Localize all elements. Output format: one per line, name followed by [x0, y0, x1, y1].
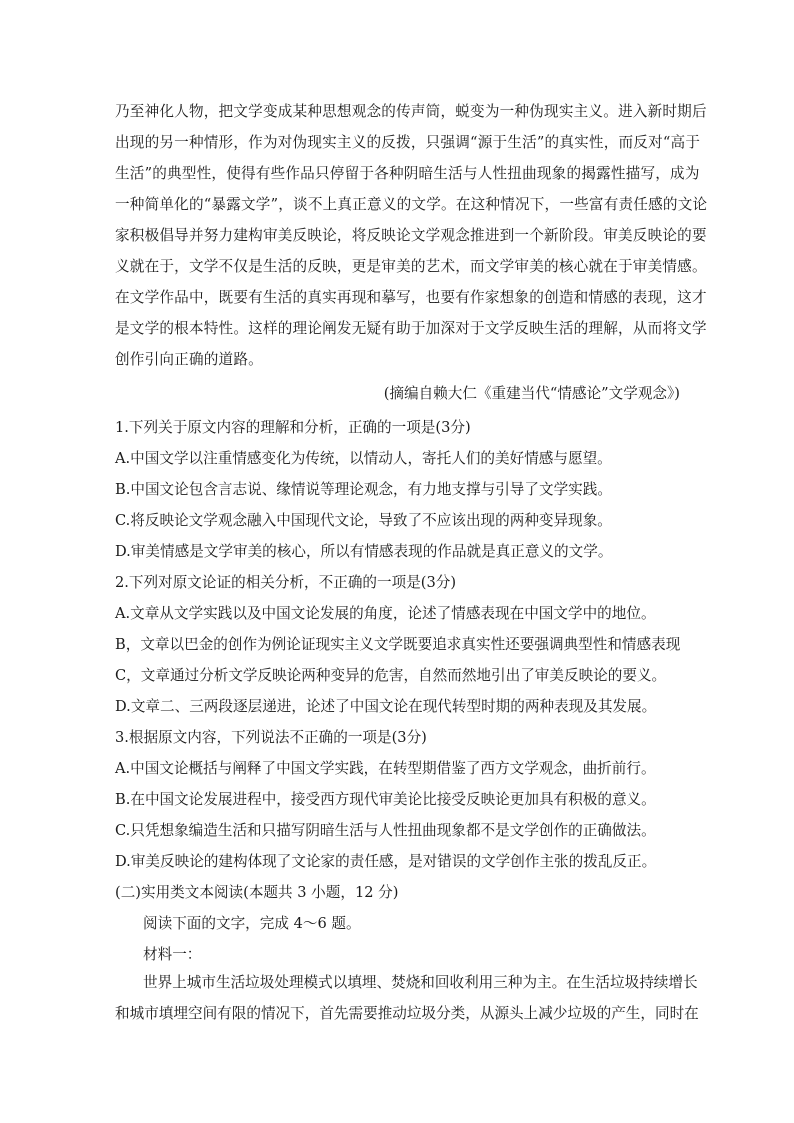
question-1-option-d: D.审美情感是文学审美的核心，所以有情感表现的作品就是真正意义的文学。	[115, 543, 613, 560]
passage-line: 生活”的典型性，使得有些作品只停留于各种阴暗生活与人性扭曲现象的揭露性描写，成为	[115, 165, 700, 182]
question-2-option-b: B，文章以巴金的创作为例论证现实主义文学既要追求真实性还要强调典型性和情感表现	[115, 636, 681, 653]
material-line: 和城市填埋空间有限的情况下，首先需要推动垃圾分类，从源头上减少垃圾的产生，同时在	[115, 1005, 699, 1022]
question-3-option-b: B.在中国文论发展进程中，接受西方现代审美论比接受反映论更加具有积极的意义。	[115, 791, 656, 808]
passage-line: 是文学的根本特性。这样的理论阐发无疑有助于加深对于文学反映生活的理解，从而将文学	[115, 320, 707, 337]
material-paragraph	[115, 967, 699, 1029]
question-1-option-a: A.中国文学以注重情感变化为传统，以情动人，寄托人们的美好情感与愿望。	[115, 450, 612, 467]
question-3-option-d: D.审美反映论的建构体现了文论家的责任感，是对错误的文学创作主张的拨乱反正。	[115, 853, 657, 870]
question-2-option-c: C，文章通过分析文学反映论两种变异的危害，自然而然地引出了审美反映论的要义。	[115, 667, 667, 684]
passage-line: 乃至神化人物，把文学变成某种思想观念的传声筒，蜕变为一种伪现实主义。进入新时期后	[115, 103, 707, 120]
question-2-option-d: D.文章二、三两段逐层递进，论述了中国文论在现代转型时期的两种表现及其发展。	[115, 698, 657, 715]
passage-line: 义就在于，文学不仅是生活的反映，更是审美的艺术，而文学审美的核心就在于审美情感。	[115, 258, 707, 275]
passage-line: 在文学作品中，既要有生活的真实再现和摹写，也要有作家想象的创造和情感的表现，这才	[115, 289, 707, 306]
question-3-option-c: C.只凭想象编造生活和只描写阴暗生活与人性扭曲现象都不是文学创作的正确做法。	[115, 822, 656, 839]
passage-source: (摘编自赖大仁《重建当代“情感论”文学观念》)	[383, 385, 680, 402]
passage-line: 一种简单化的“暴露文学”，谈不上真正意义的文学。在这种情况下，一些富有责任感的文论	[115, 196, 708, 213]
question-3-option-a: A.中国文论概括与阐释了中国文学实践，在转型期借鉴了西方文学观念，曲折前行。	[115, 760, 656, 777]
question-1-option-b: B.中国文论包含言志说、缘情说等理论观念，有力地支撑与引导了文学实践。	[115, 481, 612, 498]
section-heading: (二)实用类文本阅读(本题共 3 小题，12 分)	[115, 884, 399, 901]
question-stem-3: 3.根据原文内容，下列说法不正确的一项是(3分)	[115, 729, 427, 746]
passage-line: 创作引向正确的道路。	[115, 351, 263, 368]
question-2-option-a: A.文章从文学实践以及中国文论发展的角度，论述了情感表现在中国文学中的地位。	[115, 605, 656, 622]
passage-paragraph	[115, 96, 708, 375]
question-stem-2: 2.下列对原文论证的相关分析，不正确的一项是(3分)	[115, 574, 457, 591]
material-label: 材料一：	[143, 946, 202, 963]
section-instruction: 阅读下面的文字，完成 4～6 题。	[143, 915, 361, 932]
question-stem-1: 1.下列关于原文内容的理解和分析，正确的一项是(3分)	[115, 419, 471, 436]
question-list	[115, 412, 695, 970]
material-line: 世界上城市生活垃圾处理模式以填埋、焚烧和回收利用三种为主。在生活垃圾持续增长	[143, 974, 698, 991]
question-1-option-c: C.将反映论文学观念融入中国现代文论，导致了不应该出现的两种变异现象。	[115, 512, 612, 529]
passage-line: 家积极倡导并努力建构审美反映论，将反映论文学观念推进到一个新阶段。审美反映论的要	[115, 227, 707, 244]
passage-line: 出现的另一种情形，作为对伪现实主义的反拨，只强调“源于生活”的真实性，而反对“高于	[115, 134, 701, 151]
